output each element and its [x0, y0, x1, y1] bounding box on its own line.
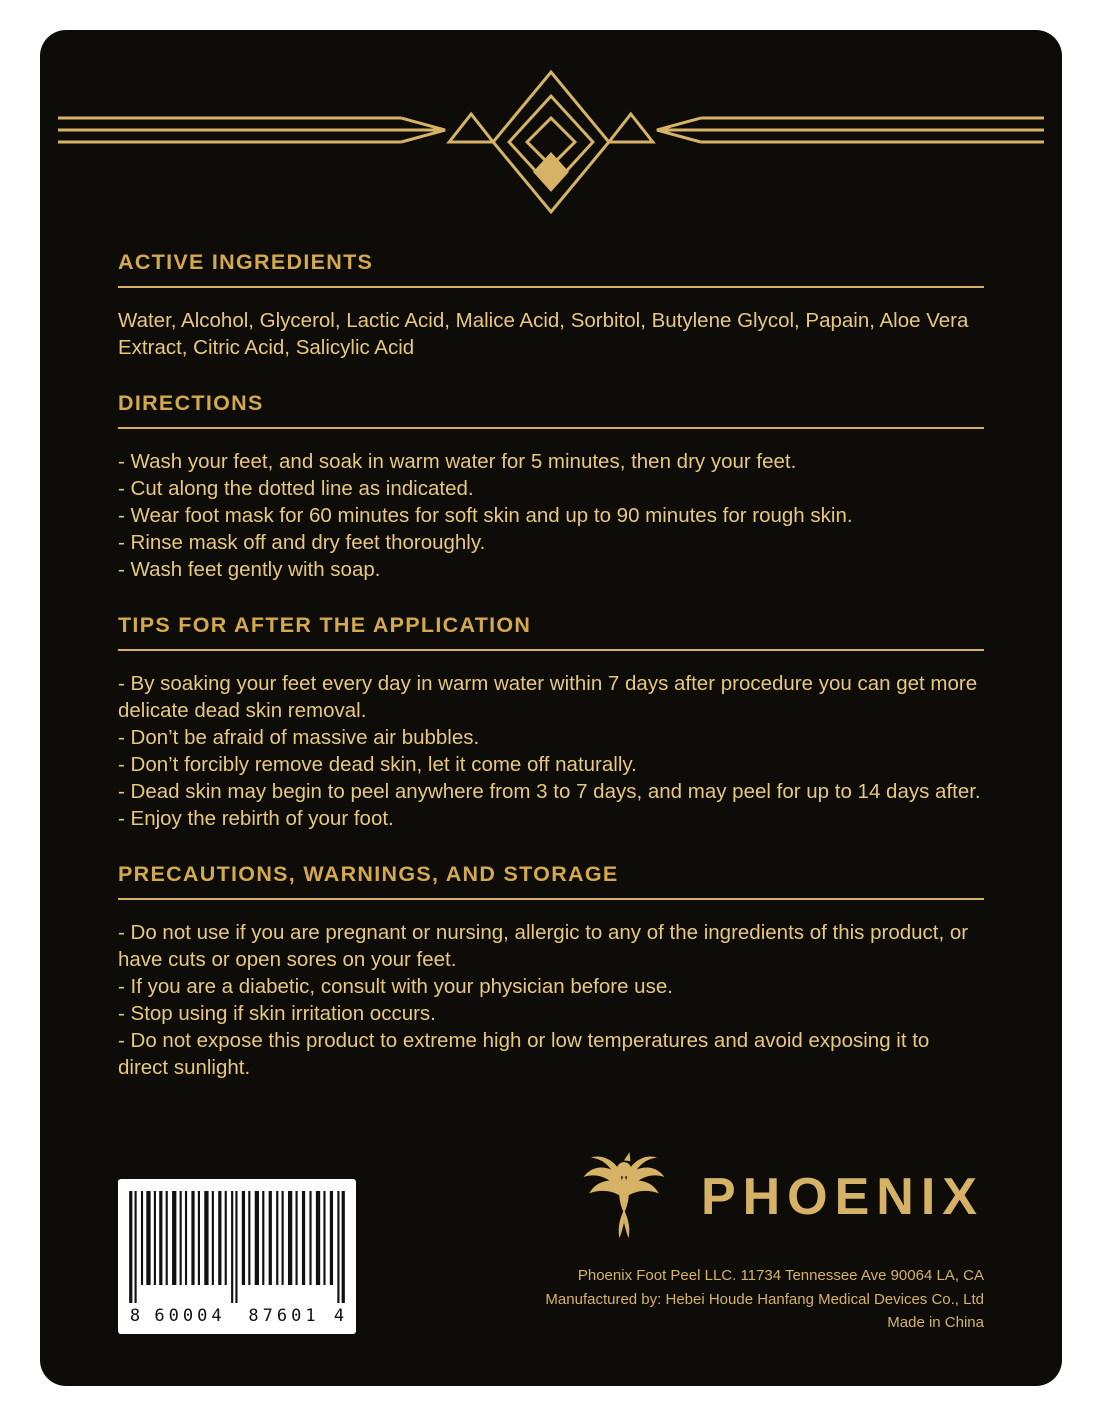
art-deco-divider-icon	[50, 60, 1052, 220]
company-address	[545, 1264, 984, 1334]
body-line: - By soaking your feet every day in warm water within 7 days after procedure you can get more delicate dead skin removal.	[118, 672, 978, 722]
body-line: - Dead skin may begin to peel anywhere from 3 to 7 days, and may peel for up to 14 days after.	[118, 780, 981, 803]
address-line: Manufactured by: Hebei Houde Hanfang Medical Devices Co., Ltd	[545, 1290, 984, 1308]
label-card	[40, 30, 1062, 1386]
barcode-bars	[127, 1191, 347, 1303]
body-line: - Do not expose this product to extreme high or low temperatures and avoid exposing it to direct sunlight.	[118, 1029, 930, 1079]
section-tips	[118, 613, 984, 832]
address-line: Made in China	[887, 1313, 984, 1331]
section-body	[118, 919, 984, 1081]
body-line: - Don’t forcibly remove dead skin, let it come off naturally.	[118, 753, 637, 776]
section-precautions	[118, 862, 984, 1081]
label-content	[40, 220, 1062, 1081]
section-body	[118, 307, 984, 361]
section-body	[118, 448, 984, 583]
barcode-digit: 4	[333, 1306, 345, 1326]
brand-lockup	[569, 1142, 984, 1252]
body-line: - Enjoy the rebirth of your foot.	[118, 807, 394, 830]
barcode-digit: 8	[129, 1306, 141, 1326]
section-active-ingredients	[118, 250, 984, 361]
body-line: - Cut along the dotted line as indicated.	[118, 477, 474, 500]
barcode	[118, 1179, 356, 1334]
body-line: - Rinse mask off and dry feet thoroughly.	[118, 531, 486, 554]
body-line: - Don’t be afraid of massive air bubbles.	[118, 726, 480, 749]
barcode-digit-group: 87601	[248, 1306, 320, 1326]
art-deco-divider	[40, 30, 1062, 220]
section-rule	[118, 286, 984, 288]
section-body	[118, 670, 984, 832]
barcode-digits	[127, 1306, 347, 1326]
brand-name: PHOENIX	[700, 1168, 984, 1227]
section-heading: PRECAUTIONS, WARNINGS, AND STORAGE	[118, 862, 619, 886]
body-line: - Wear foot mask for 60 minutes for soft skin and up to 90 minutes for rough skin.	[118, 504, 853, 527]
section-rule	[118, 649, 984, 651]
section-rule	[118, 898, 984, 900]
phoenix-bird-icon	[569, 1142, 679, 1252]
label-footer	[40, 1142, 1062, 1334]
body-line: - Wash your feet, and soak in warm water for 5 minutes, then dry your feet.	[118, 450, 797, 473]
section-heading: TIPS FOR AFTER THE APPLICATION	[118, 613, 532, 637]
body-line: - Do not use if you are pregnant or nursing, allergic to any of the ingredients of this product, or have cuts or open sores on your feet.	[118, 921, 969, 971]
brand-block	[545, 1142, 984, 1334]
section-heading: DIRECTIONS	[118, 391, 264, 415]
section-rule	[118, 427, 984, 429]
section-directions	[118, 391, 984, 583]
section-heading: ACTIVE INGREDIENTS	[118, 250, 374, 274]
body-line: Water, Alcohol, Glycerol, Lactic Acid, Malice Acid, Sorbitol, Butylene Glycol, Papain, Aloe Vera Extract, Citric Acid, Salicylic Acid	[118, 309, 969, 359]
body-line: - If you are a diabetic, consult with your physician before use.	[118, 975, 673, 998]
address-line: Phoenix Foot Peel LLC. 11734 Tennessee Ave 90064 LA, CA	[577, 1267, 984, 1285]
body-line: - Wash feet gently with soap.	[118, 558, 381, 581]
body-line: - Stop using if skin irritation occurs.	[118, 1002, 436, 1025]
barcode-digit-group: 60004	[154, 1306, 226, 1326]
